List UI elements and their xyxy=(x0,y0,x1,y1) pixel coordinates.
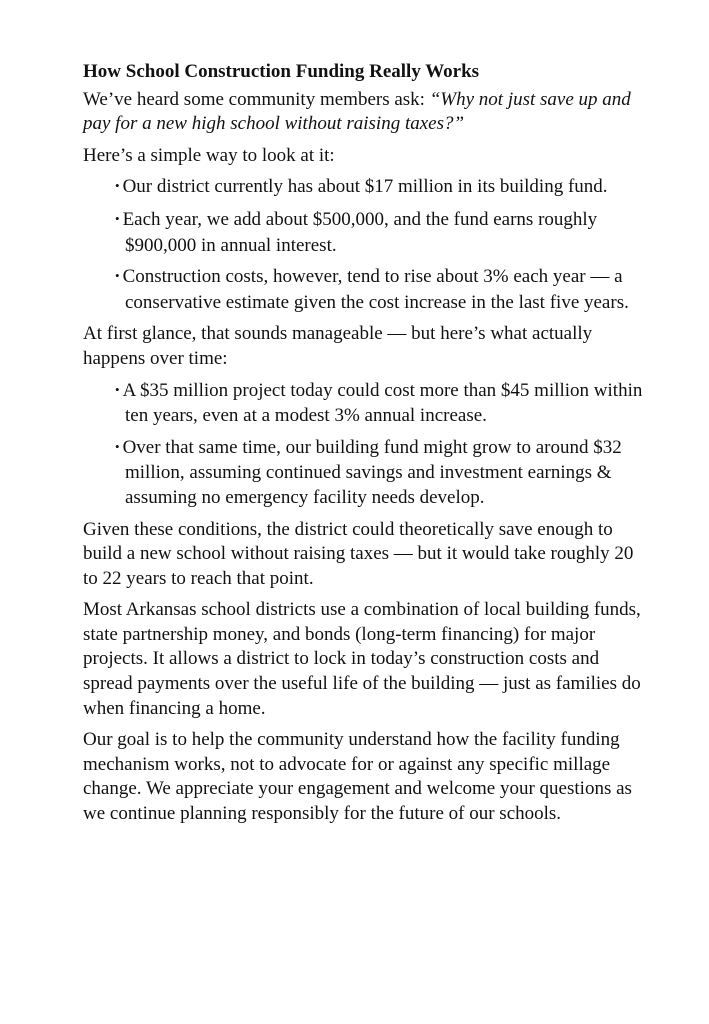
transition-paragraph: At first glance, that sounds manageable — but here’s what actually happens over time: xyxy=(83,323,593,369)
list-item-text: Construction costs, however, tend to rise about 3% each year — a conservative estimate given the cost increase in the last five years. xyxy=(122,266,629,313)
conditions-paragraph: Given these conditions, the district could theoretically save enough to build a new school without raising taxes — but it would take roughly 20 to 22 years to reach that point. xyxy=(83,518,634,589)
projection-list xyxy=(83,379,643,511)
list-item-text: A $35 million project today could cost more than $45 million within ten years, even at a modest 3% annual increase. xyxy=(122,379,643,427)
document-title: How School Construction Funding Really Works xyxy=(83,61,480,82)
list-item-text: Our district currently has about $17 million in its building fund. xyxy=(122,176,608,198)
intro-lead: We’ve heard some community members ask: xyxy=(83,88,430,110)
list-item xyxy=(83,175,643,201)
financing-paragraph: Most Arkansas school districts use a combination of local building funds, state partnership money, and bonds (long-term financing) for major projects. It allows a district to lock in today’s construction costs and spread payments over the useful life of the building — just as families do when financing a home. xyxy=(83,599,641,719)
list-item xyxy=(83,379,643,429)
list-item xyxy=(83,208,643,258)
bullet-icon: • xyxy=(115,438,120,454)
list-item-text: Each year, we add about $500,000, and the fund earns roughly $900,000 in annual interest. xyxy=(122,208,598,256)
lead-in-paragraph: Here’s a simple way to look at it: xyxy=(83,144,335,166)
intro-paragraph xyxy=(83,88,643,137)
bullet-icon: • xyxy=(115,178,120,194)
bullet-icon: • xyxy=(115,210,120,226)
funding-facts-list xyxy=(83,175,643,315)
list-item-text: Over that same time, our building fund might grow to around $32 million, assuming continued savings and investment earnings & assuming no emergency facility needs develop. xyxy=(122,436,622,508)
document-page xyxy=(83,60,643,834)
intro-quote: “Why not just save up and pay for a new high school without raising taxes?” xyxy=(83,88,631,135)
list-item xyxy=(83,265,643,315)
bullet-icon: • xyxy=(115,381,120,397)
goal-paragraph: Our goal is to help the community understand how the facility funding mechanism works, not to advocate for or against any specific millage change. We appreciate your engagement and welcome your questions as we continue planning responsibly for the future of our schools. xyxy=(83,729,632,825)
bullet-icon: • xyxy=(115,268,120,284)
list-item xyxy=(83,436,643,511)
